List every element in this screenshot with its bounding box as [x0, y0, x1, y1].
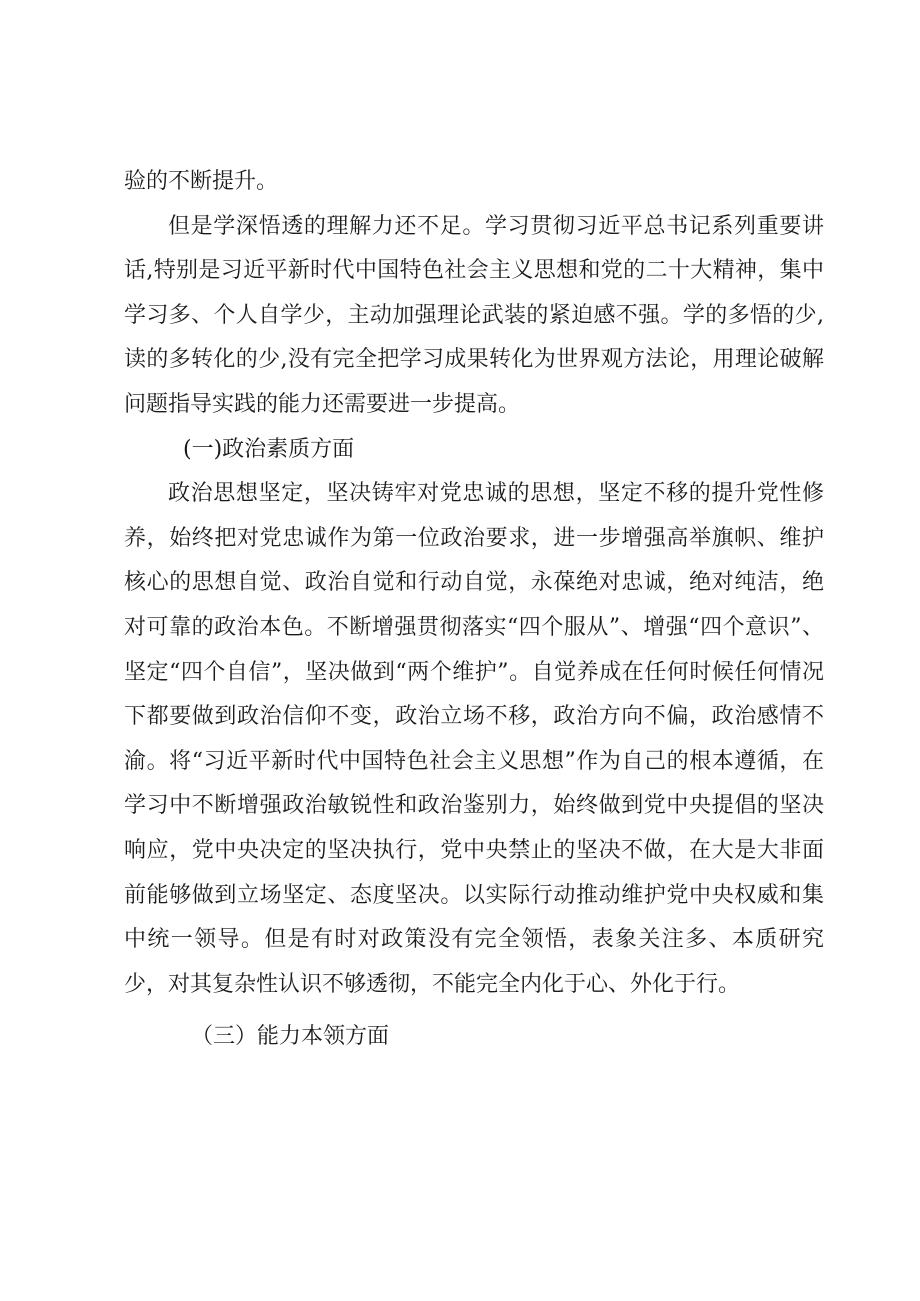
document-body	[124, 160, 824, 1060]
section-heading-political-quality: (一)政治素质方面	[183, 436, 355, 462]
paragraph-continuation: 验的不断提升。	[124, 169, 279, 194]
paragraph-study-shortcoming: 但是学深悟透的理解力还不足。学习贯彻习近平总书记系列重要讲话,特别是习近平新时代中国特色社会主义思想和党的二十大精神，集中学习多、个人自学少，主动加强理论武装的紧迫感不强。学的多悟的少,读的多转化的少,没有完全把学习成果转化为世界观方法论，用理论破解问题指导实践的能力还需要进一步提高。	[124, 213, 824, 417]
paragraph-political-quality: 政治思想坚定，坚决铸牢对党忠诚的思想，坚定不移的提升党性修养，始终把对党忠诚作为第一位政治要求，进一步增强高举旗帜、维护核心的思想自觉、政治自觉和行动自觉，永葆绝对忠诚，绝对纯洁，绝对可靠的政治本色。不断增强贯彻落实“四个服从”、增强“四个意识”、坚定“四个自信”，坚决做到“两个维护”。自觉养成在任何时候任何情况下都要做到政治信仰不变，政治立场不移，政治方向不偏，政治感情不渝。将“习近平新时代中国特色社会主义思想”作为自己的根本遵循，在学习中不断增强政治敏锐性和政治鉴别力，始终做到党中央提倡的坚决响应，党中央决定的坚决执行，党中央禁止的坚决不做，在大是大非面前能够做到立场坚定、态度坚决。以实际行动推动维护党中央权威和集中统一领导。但是有时对政策没有完全领悟，表象关注多、本质研究少，对其复杂性认识不够透彻，不能完全内化于心、外化于行。	[124, 481, 824, 997]
section-heading-ability: （三）能力本领方面	[191, 1024, 390, 1050]
